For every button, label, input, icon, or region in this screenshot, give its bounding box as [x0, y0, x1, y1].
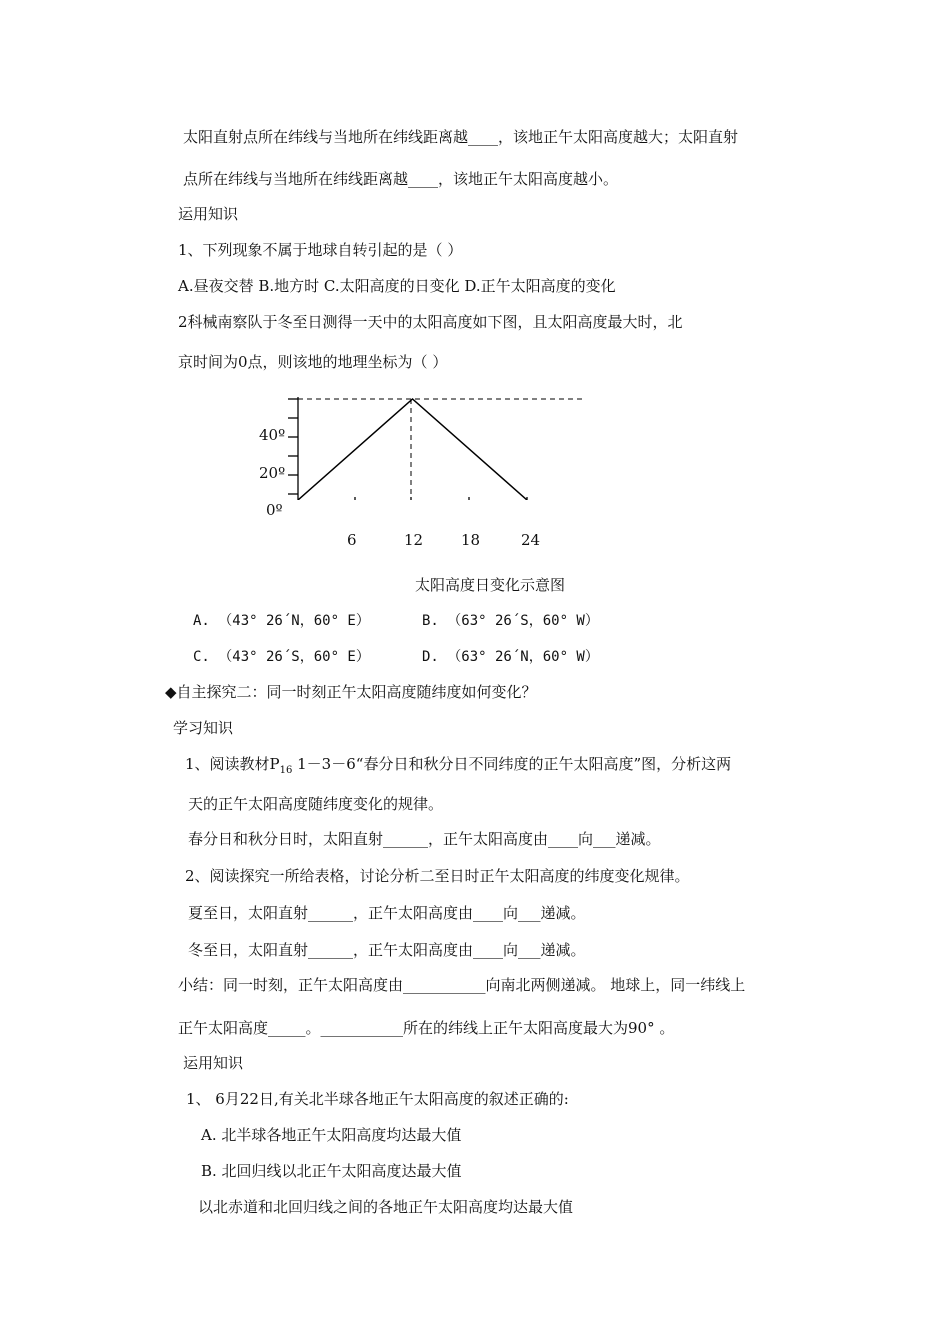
- option-c: C. （43° 26´S，60° E）: [193, 649, 370, 665]
- question-2-line-2: 京时间为0点，则该地的地理坐标为（ ）: [178, 353, 448, 371]
- question-1-options: A.昼夜交替 B.地方时 C.太阳高度的日变化 D.正午太阳高度的变化: [178, 277, 616, 295]
- option-a: A. （43° 26´N，60° E）: [193, 613, 370, 629]
- text-line-2: 点所在纬线与当地所在纬线距离越____，该地正午太阳高度越小。: [183, 170, 619, 188]
- question-3-option-b: B. 北回归线以北正午太阳高度达最大值: [201, 1162, 462, 1180]
- read-textbook-line-2: 天的正午太阳高度随纬度变化的规律。: [188, 795, 444, 813]
- explore-heading: ◆自主探究二：同一时刻正午太阳高度随纬度如何变化？: [165, 683, 537, 701]
- y-label-20: 20º: [259, 464, 286, 482]
- summary-line-1: 小结：同一时刻，正午太阳高度由___________向南北两侧递减。 地球上，同一纬线上: [178, 976, 746, 994]
- solar-altitude-chart: [0, 390, 950, 500]
- x-label-12: 12: [404, 531, 424, 549]
- question-3-option-a: A. 北半球各地正午太阳高度均达最大值: [201, 1126, 462, 1144]
- section-apply-knowledge-2: 运用知识: [183, 1054, 244, 1072]
- solar-altitude-line: [298, 399, 527, 500]
- section-learn-knowledge: 学习知识: [173, 719, 234, 737]
- x-label-18: 18: [461, 531, 481, 549]
- question-3-option-c: 以北赤道和北回归线之间的各地正午太阳高度均达最大值: [198, 1198, 574, 1216]
- y-label-0: 0º: [266, 501, 283, 519]
- option-d: D. （63° 26´N，60° W）: [422, 649, 599, 665]
- equinox-fill: 春分日和秋分日时，太阳直射______，正午太阳高度由____向___递减。: [188, 830, 661, 848]
- question-2-line-1: 2科械南察队于冬至日测得一天中的太阳高度如下图，且太阳高度最大时，北: [178, 313, 683, 331]
- option-b: B. （63° 26´S，60° W）: [422, 613, 599, 629]
- y-label-40: 40º: [259, 426, 286, 444]
- section-apply-knowledge: 运用知识: [178, 205, 239, 223]
- summer-solstice-fill: 夏至日，太阳直射______，正午太阳高度由____向___递减。: [188, 904, 586, 922]
- read-textbook-line-1: 1、阅读教材$P_{16}$ 1－3－6“春分日和秋分日不同纬度的正午太阳高度”图，分析这两: [185, 755, 732, 776]
- question-1: 1、下列现象不属于地球自转引起的是（ ）: [178, 241, 463, 259]
- text-line-1: 太阳直射点所在纬线与当地所在纬线距离越____，该地正午太阳高度越大；太阳直射: [183, 128, 739, 146]
- summary-line-2: 正午太阳高度_____。___________所在的纬线上正午太阳高度最大为90° 。: [178, 1019, 675, 1037]
- chart-title: 太阳高度日变化示意图: [415, 576, 566, 594]
- read-table-line: 2、阅读探究一所给表格，讨论分析二至日时正午太阳高度的纬度变化规律。: [185, 867, 690, 885]
- x-label-6: 6: [347, 531, 357, 549]
- question-3: 1、 6月22日,有关北半球各地正午太阳高度的叙述正确的:: [186, 1090, 569, 1108]
- x-label-24: 24: [521, 531, 541, 549]
- winter-solstice-fill: 冬至日，太阳直射______，正午太阳高度由____向___递减。: [188, 941, 586, 959]
